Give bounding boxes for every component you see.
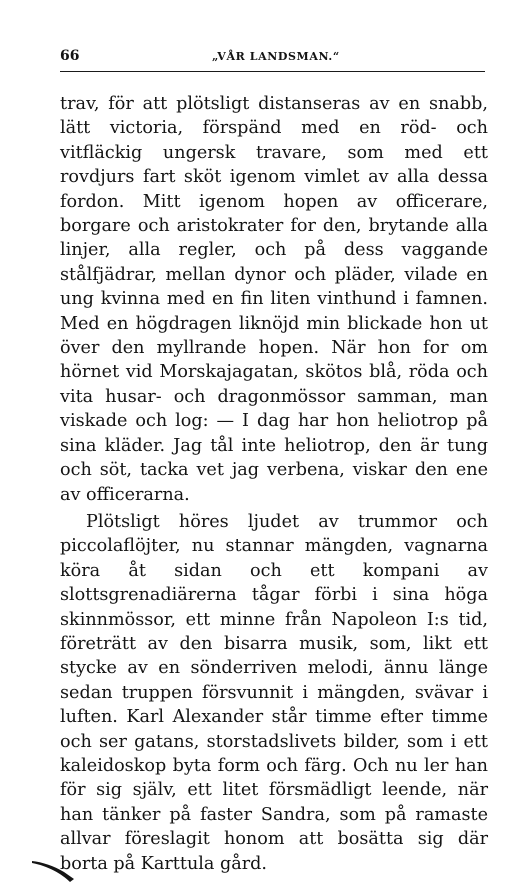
page-number: 66: [60, 48, 80, 64]
page-header: [60, 46, 485, 68]
paragraph-2: Plötsligt höres ljudet av trummor och piccolaflöjter, nu stannar mängden, vagnarna köra åt sidan och ett kompani av slottsgrenadiärerna tågar förbi i sina höga skinnmössor, ett minne från Napoleon I:s tid, företrätt av den bisarra musik, som, likt ett stycke av en sönderriven melodi, ännu länge sedan truppen försvunnit i mängden, svävar i luften. Karl Alexander står timme efter timme och ser gatans, storstadslivets bilder, som i ett kaleidoskop byta form och färg. Och nu ler han för sig själv, ett litet försmädligt leende, när han tänker på faster Sandra, som på ramaste allvar föreslagit honom att bosätta sig där borta på Karttula gård.: [60, 511, 488, 874]
running-head: „VÅR LANDSMAN.“: [212, 50, 340, 63]
paragraph-1: trav, för att plötsligt distanseras av en snabb, lätt victoria, förspänd med en röd- och vitfläckig ungersk travare, som med ett rovdjurs fart sköt igenom vimlet av alla dessa fordon. Mitt igenom hopen av officerare, borgare och aristokrater for den, brytande alla linjer, alla regler, och på dess vaggande stålfjädrar, mellan dynor och pläder, vilade en ung kvinna med en fin liten vinthund i famnen. Med en högdragen liknöjd min blickade hon ut över den myllrande hopen. När hon for om hörnet vid Morskajagatan, skötos blå, röda och vita husar- och dragonmössor samman, man viskade och log: — I dag har hon heliotrop på sina kläder. Jag tål inte heliotrop, den är tung och söt, tacka vet jag verbena, viskar den ene av officerarna.: [60, 94, 488, 505]
body-text: [60, 92, 488, 876]
pen-stroke-mark: [30, 858, 78, 888]
header-rule: [60, 71, 485, 72]
